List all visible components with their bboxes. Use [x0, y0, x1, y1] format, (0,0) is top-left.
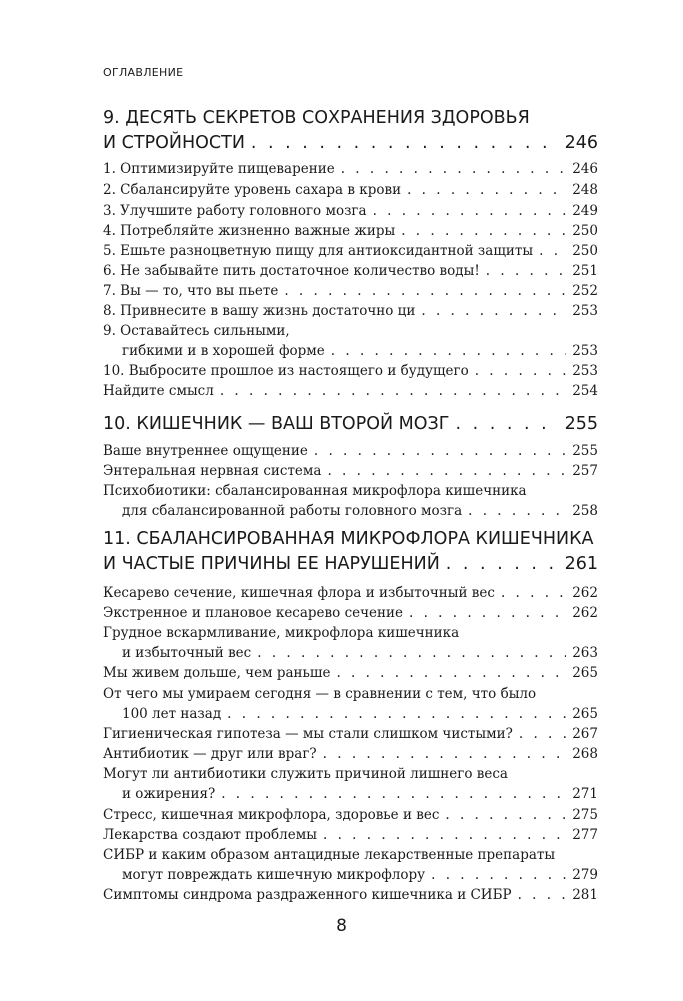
entry-title: 8. Привнесите в вашу жизнь достаточно ци: [103, 303, 416, 319]
entry-title: Лекарства создают проблемы: [103, 827, 317, 843]
page-ref: 261: [564, 554, 598, 574]
page-ref: 255: [572, 443, 598, 459]
entry-title: 10. Выбросите прошлое из настоящего и будущего: [103, 363, 469, 379]
leader-dots: [518, 885, 567, 905]
leader-dots: [257, 643, 566, 663]
page-ref: 254: [572, 383, 598, 399]
toc-entry: [103, 461, 598, 481]
entry-title: Ваше внутреннее ощущение: [103, 443, 308, 459]
leader-dots: [331, 341, 566, 361]
chapter-title: И ЧАСТЫЕ ПРИЧИНЫ ЕЕ НАРУШЕНИЙ: [103, 554, 440, 574]
chapter-title: 10. КИШЕЧНИК — ВАШ ВТОРОЙ МОЗГ: [103, 414, 450, 434]
chapter-10-heading: [103, 412, 598, 437]
leader-dots: [501, 583, 566, 603]
page-ref: 271: [572, 786, 598, 802]
toc-entry: [103, 180, 598, 200]
leader-dots: [446, 552, 559, 577]
entry-title: Найдите смысл: [103, 383, 214, 399]
entry-title: 7. Вы — то, что вы пьете: [103, 283, 279, 299]
page-ref: 275: [572, 807, 598, 823]
page-ref: 248: [572, 182, 598, 198]
toc-entry: [103, 603, 598, 623]
toc-entry: [103, 663, 598, 683]
leader-dots: [519, 724, 566, 744]
entry-title: Антибиотик — друг или враг?: [103, 746, 317, 762]
page-ref: 251: [572, 263, 598, 279]
entry-title: Экстренное и плановое кесарево сечение: [103, 605, 404, 621]
toc-entry: [103, 301, 598, 321]
page-ref: 253: [572, 363, 598, 379]
leader-dots: [323, 825, 566, 845]
entry-title: Грудное вскармливание, микрофлора кишечника: [103, 625, 460, 641]
page-ref: 250: [572, 223, 598, 239]
entry-title: Симптомы синдрома раздраженного кишечника и СИБР: [103, 887, 512, 903]
running-head: ОГЛАВЛЕНИЕ: [103, 66, 184, 79]
toc-entry: [103, 321, 598, 361]
chapter-title: И СТРОЙНОСТИ: [103, 133, 245, 153]
entry-title: 1. Оптимизируйте пищеварение: [103, 161, 335, 177]
leader-dots: [341, 159, 567, 179]
toc-entry: [103, 744, 598, 764]
toc-entry: [103, 583, 598, 603]
leader-dots: [468, 501, 566, 521]
leader-dots: [327, 461, 566, 481]
page-ref: 263: [572, 645, 598, 661]
leader-dots: [421, 301, 566, 321]
chapter-11-heading: [103, 527, 598, 577]
entry-title-continued: 100 лет назад: [122, 706, 222, 722]
entry-title: 9. Оставайтесь сильными,: [103, 323, 290, 339]
entry-title-continued: и избыточный вес: [122, 645, 252, 661]
entry-title: 4. Потребляйте жизненно важные жиры: [103, 223, 396, 239]
entry-title: 6. Не забывайте пить достаточное количество воды!: [103, 263, 480, 279]
entry-title-continued: гибкими и в хорошей форме: [122, 343, 325, 359]
page-ref: 279: [572, 867, 598, 883]
toc-entry: [103, 825, 598, 845]
toc-entry: [103, 381, 598, 401]
entry-title: Энтеральная нервная система: [103, 463, 322, 479]
leader-dots: [221, 784, 566, 804]
page-ref: 268: [572, 746, 598, 762]
page-ref: 262: [572, 605, 598, 621]
toc-entry: [103, 441, 598, 461]
toc-entry: [103, 724, 598, 744]
page-ref: 257: [572, 463, 598, 479]
leader-dots: [401, 221, 566, 241]
page-ref: 252: [572, 283, 598, 299]
page-ref: 250: [572, 243, 598, 259]
page-ref: 277: [572, 827, 598, 843]
page-ref: 253: [572, 303, 598, 319]
toc-entry: [103, 261, 598, 281]
toc-entry: [103, 221, 598, 241]
toc-entry: [103, 281, 598, 301]
toc-entry: [103, 241, 598, 261]
page-ref: 246: [564, 133, 598, 153]
entry-title-continued: могут повреждать кишечную микрофлору: [122, 867, 426, 883]
entry-title: Гигиеническая гипотеза — мы стали слишком чистыми?: [103, 726, 513, 742]
toc-entry: [103, 764, 598, 804]
toc-entry: [103, 361, 598, 381]
leader-dots: [323, 744, 567, 764]
leader-dots: [455, 412, 558, 437]
entry-title: Могут ли антибиотики служить причиной лишнего веса: [103, 766, 508, 782]
entry-title-continued: для сбалансированной работы головного мозга: [122, 503, 463, 519]
page-ref: 281: [572, 887, 598, 903]
entry-title: Психобиотики: сбалансированная микрофлора кишечника: [103, 483, 527, 499]
leader-dots: [409, 603, 566, 623]
leader-dots: [314, 441, 566, 461]
page-ref: 265: [572, 706, 598, 722]
page-ref: 249: [572, 203, 598, 219]
leader-dots: [486, 261, 566, 281]
leader-dots: [284, 281, 566, 301]
entry-title: 2. Сбалансируйте уровень сахара в крови: [103, 182, 402, 198]
toc-entry: [103, 481, 598, 521]
toc-entry: [103, 201, 598, 221]
leader-dots: [407, 180, 566, 200]
page-ref: 253: [572, 343, 598, 359]
entry-title: 5. Ешьте разноцветную пищу для антиоксидантной защиты: [103, 243, 534, 259]
page-ref: 246: [572, 161, 598, 177]
chapter-title: 11. СБАЛАНСИРОВАННАЯ МИКРОФЛОРА КИШЕЧНИКА: [103, 529, 594, 549]
entry-title: СИБР и каким образом антацидные лекарственные препараты: [103, 847, 556, 863]
page-number: 8: [336, 916, 347, 936]
toc-entry: [103, 805, 598, 825]
chapter-9-heading: [103, 106, 598, 156]
leader-dots: [539, 241, 566, 261]
leader-dots: [373, 201, 567, 221]
leader-dots: [227, 704, 566, 724]
toc-entry: [103, 845, 598, 885]
entry-title: Кесарево сечение, кишечная флора и избыточный вес: [103, 585, 495, 601]
page-ref: 262: [572, 585, 598, 601]
leader-dots: [431, 865, 566, 885]
toc-entry: [103, 885, 598, 905]
leader-dots: [445, 805, 566, 825]
toc-entry: [103, 684, 598, 724]
toc-entry: [103, 623, 598, 663]
toc-entry: [103, 159, 598, 179]
page-ref: 265: [572, 665, 598, 681]
page-ref: 267: [572, 726, 598, 742]
leader-dots: [336, 663, 566, 683]
page-ref: 255: [564, 414, 598, 434]
entry-title: Мы живем дольше, чем раньше: [103, 665, 331, 681]
entry-title: 3. Улучшите работу головного мозга: [103, 203, 367, 219]
page-ref: 258: [572, 503, 598, 519]
entry-title: От чего мы умираем сегодня — в сравнении с тем, что было: [103, 686, 537, 702]
leader-dots: [251, 131, 559, 156]
leader-dots: [220, 381, 566, 401]
leader-dots: [475, 361, 567, 381]
chapter-title: 9. ДЕСЯТЬ СЕКРЕТОВ СОХРАНЕНИЯ ЗДОРОВЬЯ: [103, 108, 530, 128]
entry-title: Стресс, кишечная микрофлора, здоровье и вес: [103, 807, 440, 823]
entry-title-continued: и ожирения?: [122, 786, 216, 802]
